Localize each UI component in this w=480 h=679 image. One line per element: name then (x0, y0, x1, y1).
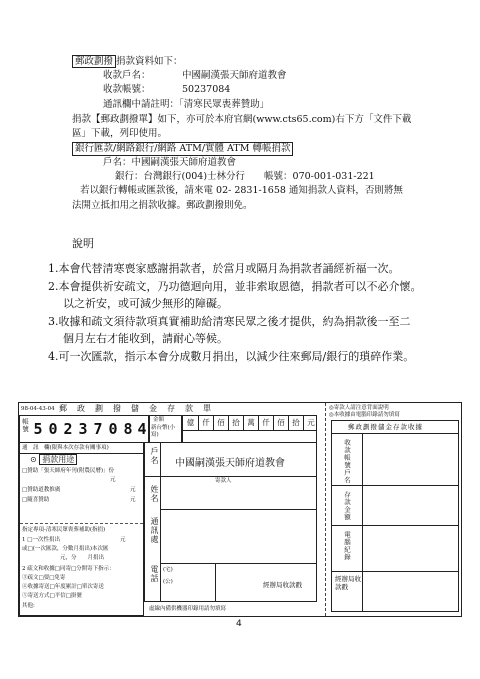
form-code: 98-04-43-04 (21, 406, 55, 412)
explain-item-2b: 以之祈安，或可減少無形的障礙。 (63, 297, 228, 310)
bank-label: 銀行匯款/網路銀行/網路 ATM/實體 ATM 轉帳捐款 (72, 142, 293, 156)
amount-units (182, 415, 317, 443)
receipt-account-label: 收款帳號戶名 (343, 439, 351, 484)
receipt-header: 郵政劃撥儲金存款收據 (348, 423, 423, 431)
account-digit: 2 (63, 420, 73, 438)
phone-office: (公) (163, 579, 173, 585)
receipt-handling-label: 經辦局收款戳 (335, 575, 361, 591)
postal-label: 郵政劃撥 (72, 55, 116, 68)
account-label: 收款帳號： (103, 84, 151, 95)
option-3-unit: 元 (130, 497, 136, 503)
account-digit: 7 (93, 420, 103, 438)
deposit-form (18, 402, 462, 617)
bank-payee: 戶名：中國嗣漢張天師府道教會 (103, 157, 237, 168)
amount-unit: 拾 (288, 416, 303, 430)
postal-line (72, 56, 183, 68)
check-circle-icon: ⊙ (30, 455, 37, 464)
memo-column (19, 443, 144, 616)
option-1: □贊助「張天師府年刊(附農民曆)」份 (22, 468, 114, 474)
notice-line-1: 若以銀行轉帳或匯款後，請來電 02- 2831-1658 通知捐款人資料，否則將無 (80, 185, 403, 196)
amount-unit: 仟 (198, 416, 213, 430)
right-note-1: ◎寄款人請注意背面說明 (329, 405, 389, 411)
amount-unit: 佰 (273, 416, 288, 430)
account-digit: 5 (33, 420, 43, 438)
form-title: 郵 政 劃 撥 儲 金 存 款 單 (59, 404, 212, 413)
account-side-label: 帳號 (21, 418, 29, 433)
receipt-option-2: ④收據寄送□年度累計□單次寄送 (22, 584, 104, 590)
notice-line-2: 法開立抵扣用之捐款收據。郵政劃撥則免。 (72, 200, 253, 211)
name-label: 姓名 (150, 485, 159, 503)
account-digit: 8 (123, 420, 133, 438)
page-number: 4 (236, 619, 242, 629)
receipt-record-label: 電腦紀錄 (343, 531, 351, 561)
special-title: 指定專項-清寒民眾喪葬補助(指捐) (22, 527, 106, 533)
special-2b: 元，分 月捐出 (60, 555, 105, 561)
explain-item-2: 2.本會提供祈安疏文，乃功德迴向用，並非索取恩德，捐款者可以不必介懷。 (48, 280, 422, 293)
depositor-box (144, 477, 317, 602)
receipt-option-1: ③疏文□要□免寄 (22, 575, 66, 581)
receipt-title: 2 疏文和收據□同寄□分開寄下指示： (22, 566, 115, 572)
receipt-amount-label: 存款金額 (343, 491, 351, 521)
amount-unit: 拾 (228, 416, 243, 430)
payee-value: 中國嗣漢張天師府道教會 (182, 70, 287, 81)
phone-home: (宅) (163, 567, 173, 573)
account-value: 50237084 (182, 84, 231, 95)
explain-item-4: 4.可一次匯款，指示本會分成數月捐出，以減少往來郵局/銀行的瑣碎作業。 (48, 350, 415, 363)
account-number-box (19, 415, 149, 443)
form-payee-value: 中國嗣漢張天師府道教會 (175, 458, 285, 469)
special-1-unit: 元 (120, 537, 126, 543)
account-digit: 4 (137, 420, 147, 438)
amount-label-box (149, 415, 182, 443)
memo-title: 通 訊 欄(限與本次存款有關事項) (22, 445, 109, 451)
right-note-2: ◎本收據由電腦印錄請勿填寫 (329, 412, 400, 418)
download-line-2: 區」下載，列印使用。 (72, 128, 168, 139)
explain-title: 說明 (72, 237, 94, 250)
amount-sub: 新台幣(小寫) (151, 425, 176, 438)
download-line-1: 捐款【郵政劃撥單】如下，亦可於本府官網(www.cts65.com)右下方「文件下載 (72, 114, 412, 125)
option-3: □隨喜贊助 (22, 497, 50, 503)
option-2-unit: 元 (130, 487, 136, 493)
others-label: 其他: (22, 603, 35, 609)
explain-item-3: 3.收據和疏文須待款項真實補助給清寒民眾之後才提供，約為捐款後一至二 (48, 315, 411, 328)
bank-account: 銀行：台灣銀行(004)士林分行 帳號：070-001-031-221 (115, 171, 375, 182)
postal-suffix: 捐款資料如下： (116, 56, 183, 67)
account-digit: 0 (108, 420, 118, 438)
explain-item-1: 1.本會代替清寒喪家感謝捐款者，於當月或隔月為捐款者誦經祈福一次。 (48, 262, 400, 275)
explain-item-3b: 個月左右才能收到，請耐心等候。 (63, 332, 228, 345)
account-digit: 0 (48, 420, 58, 438)
option-2: □贊助道教推廣 (22, 487, 61, 493)
amount-unit: 億 (186, 418, 195, 427)
special-1: 1 □一次性捐出 (22, 537, 60, 543)
amount-unit: 萬 (243, 416, 258, 430)
receipt-box (331, 420, 459, 612)
payee-label-vertical: 戶名 (150, 447, 159, 465)
amount-unit: 仟 (258, 416, 273, 430)
donation-purpose: ⊙ 捐款用途 (30, 455, 77, 465)
handling-stamp-label: 經辦局收款戳 (263, 581, 302, 589)
receipt-option-3: ⑤寄送方式□平信□掛號 (22, 593, 82, 599)
payee-box (144, 443, 317, 477)
account-digit: 3 (78, 420, 88, 438)
amount-unit: 佰 (213, 416, 228, 430)
phone-label: 電話 (150, 565, 159, 583)
amount-unit: 元 (303, 416, 318, 430)
amount-label: 金額 (153, 417, 165, 423)
address-label: 通訊處 (150, 517, 159, 544)
payee-label: 收款戶名： (103, 70, 151, 81)
memo-line: 通訊欄中請註明：「清寒民眾喪葬贊助」 (103, 99, 270, 110)
bottom-note: 虛線內備供機器印錄用請勿填寫 (149, 606, 227, 612)
depositor-label: 寄款人 (215, 478, 232, 484)
special-2: 或□(一次匯款，分數月捐出)本次匯 (22, 546, 109, 552)
option-1-unit: 元 (110, 477, 116, 483)
